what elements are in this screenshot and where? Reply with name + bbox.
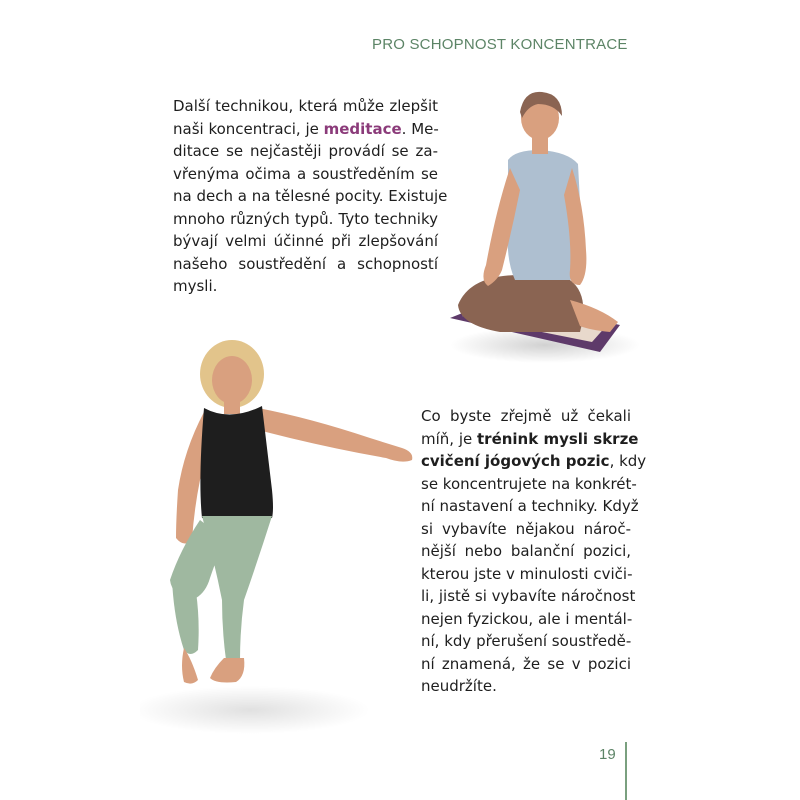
text-line: Další technikou, která může zlepšit <box>173 97 438 115</box>
emphasis-text: trénink mysli skrze <box>477 429 639 448</box>
text-line: li, jistě si vybavíte náročnost <box>421 587 636 605</box>
highlight-term: meditace <box>323 119 402 138</box>
text-line: naši koncentraci, je meditace. Me- <box>173 119 439 138</box>
text-line: ní nastavení a techniky. Když <box>421 497 639 515</box>
text-line: neudržíte. <box>421 677 497 695</box>
text-line: vřenýma očima a soustředěním se <box>173 164 438 183</box>
text-line: ní, kdy přerušení soustředě- <box>421 632 632 650</box>
text-line: ní znamená, že se v pozici <box>421 654 631 673</box>
text-line: se koncentrujete na konkrét- <box>421 474 637 493</box>
text-line: kterou jste v minulosti cviči- <box>421 564 633 583</box>
text-line: míň, je trénink mysli skrze <box>421 429 639 448</box>
text-line: nější nebo balanční pozici, <box>421 542 631 560</box>
text-line: ditace se nejčastěji provádí se za- <box>173 142 438 160</box>
meditation-photo <box>440 80 640 370</box>
emphasis-text: cvičení jógových pozic <box>421 452 610 470</box>
page-number: 19 <box>599 746 616 763</box>
text-line: mysli. <box>173 277 218 295</box>
paragraph-yoga <box>421 405 647 698</box>
text-line: cvičení jógových pozic, kdy <box>421 452 647 470</box>
text-line: nejen fyzickou, ale i mentál- <box>421 609 633 628</box>
text-line: si vybavíte nějakou nároč- <box>421 519 631 538</box>
page-number-rule <box>625 742 627 800</box>
balance-pose-photo <box>140 330 430 740</box>
paragraph-meditation <box>173 95 448 298</box>
text-line: bývají velmi účinné při zlepšování <box>173 232 438 250</box>
running-header: PRO SCHOPNOST KONCENTRACE <box>372 36 628 53</box>
text-line: Co byste zřejmě už čekali <box>421 407 631 425</box>
text-line: na dech a na tělesné pocity. Existuje <box>173 187 448 205</box>
text-line: mnoho různých typů. Tyto techniky <box>173 209 438 228</box>
text-line: našeho soustředění a schopností <box>173 254 438 273</box>
